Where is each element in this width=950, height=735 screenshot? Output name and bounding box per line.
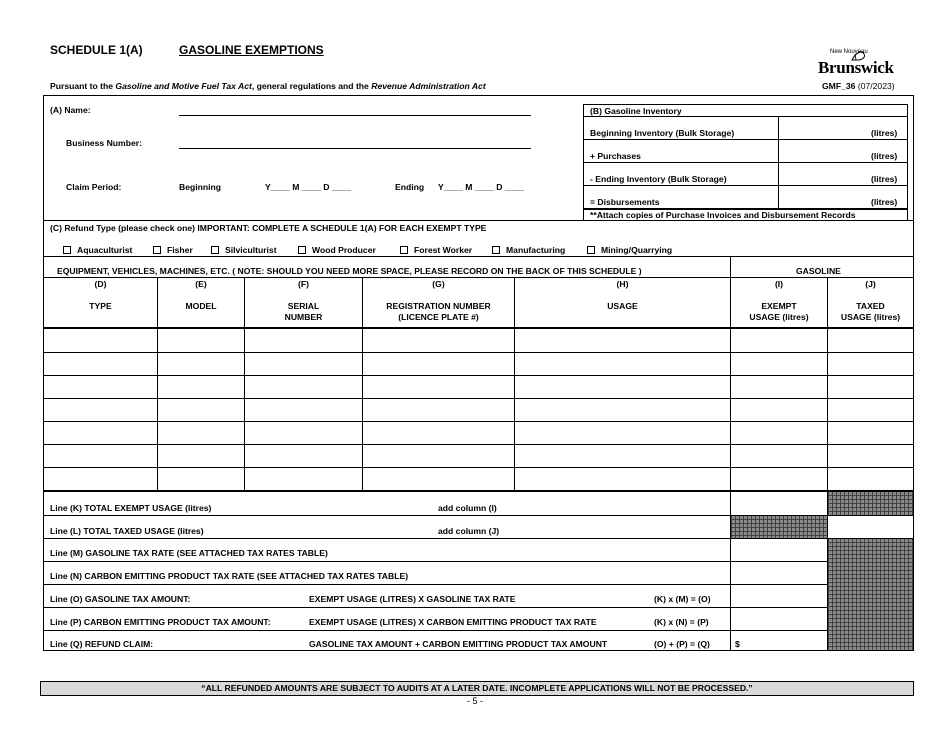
gasoline-label: GASOLINE — [796, 266, 841, 276]
table-row — [43, 421, 914, 422]
inventory-title: (B) Gasoline Inventory — [590, 106, 682, 116]
line-p-formula: (K) x (N) = (P) — [654, 617, 709, 627]
inventory-unit: (litres) — [871, 197, 898, 207]
col-header-serial: (F) SERIAL NUMBER — [284, 279, 323, 322]
col-header-model: (E) MODEL — [185, 279, 217, 311]
line-l-label: Line (L) TOTAL TAXED USAGE (litres) — [50, 526, 204, 536]
col-header-exempt: (I) EXEMPT USAGE (litres) — [749, 279, 809, 322]
line-q-currency: $ — [735, 639, 740, 649]
checkbox[interactable] — [400, 246, 408, 254]
checkbox[interactable] — [298, 246, 306, 254]
inventory-row-ending: - Ending Inventory (Bulk Storage) — [590, 174, 727, 184]
refund-option-mining-quarrying[interactable]: Mining/Quarrying — [587, 245, 672, 255]
line-q-formula: (O) + (P) = (Q) — [654, 639, 710, 649]
table-row — [43, 467, 914, 468]
ending-label: Ending — [395, 182, 425, 192]
inventory-row-disbursements: = Disbursements — [590, 197, 660, 207]
refund-type-title: (C) Refund Type (please check one) IMPORTANT: COMPLETE A SCHEDULE 1(A) FOR EACH EXEMPT TYPE — [50, 223, 487, 233]
table-row — [43, 444, 914, 445]
line-n-label: Line (N) CARBON EMITTING PRODUCT TAX RATE (SEE ATTACHED TAX RATES TABLE) — [50, 571, 409, 581]
business-number-label: Business Number: — [66, 138, 142, 148]
inventory-row-beginning: Beginning Inventory (Bulk Storage) — [590, 128, 735, 138]
line-o-formula: (K) x (M) = (O) — [654, 594, 711, 604]
col-header-type: (D) TYPE — [89, 279, 112, 311]
ending-date-field[interactable]: Y____ M ____ D ____ — [438, 182, 525, 192]
form-title: GASOLINE EXEMPTIONS — [179, 43, 324, 57]
refund-option-fisher[interactable]: Fisher — [153, 245, 193, 255]
line-o-desc: EXEMPT USAGE (LITRES) X GASOLINE TAX RATE — [309, 594, 516, 604]
line-p-desc: EXEMPT USAGE (LITRES) X CARBON EMITTING PRODUCT TAX RATE — [309, 617, 597, 627]
line-q-desc: GASOLINE TAX AMOUNT + CARBON EMITTING PRODUCT TAX AMOUNT — [309, 639, 608, 649]
form-code: GMF_36 (07/2023) — [822, 81, 895, 91]
table-row — [43, 375, 914, 376]
checkbox[interactable] — [211, 246, 219, 254]
col-header-registration: (G) REGISTRATION NUMBER (LICENCE PLATE #) — [386, 279, 491, 322]
checkbox[interactable] — [492, 246, 500, 254]
page-number: - 5 - — [466, 696, 483, 706]
inventory-row-purchases: + Purchases — [590, 151, 641, 161]
equipment-title: EQUIPMENT, VEHICLES, MACHINES, ETC. ( NOTE: SHOULD YOU NEED MORE SPACE, PLEASE RECORD ON THE BACK OF THIS SCHEDULE ) — [57, 266, 642, 276]
checkbox[interactable] — [153, 246, 161, 254]
name-label: (A) Name: — [50, 105, 91, 115]
audit-notice: “ALL REFUNDED AMOUNTS ARE SUBJECT TO AUDITS AT A LATER DATE. INCOMPLETE APPLICATIONS WILL NOT BE PROCESSED.” — [201, 683, 753, 693]
business-number-field[interactable] — [179, 148, 531, 149]
col-header-usage: (H) USAGE — [607, 279, 638, 311]
refund-option-forest-worker[interactable]: Forest Worker — [400, 245, 472, 255]
table-row — [43, 352, 914, 353]
shaded-cell — [828, 539, 913, 650]
pursuant-statement: Pursuant to the Gasoline and Motive Fuel Tax Act, general regulations and the Revenue Administration Act — [50, 81, 486, 91]
line-l-desc: add column (J) — [438, 526, 500, 536]
logo-small-text: New Nouveau — [830, 49, 868, 55]
line-o-label: Line (O) GASOLINE TAX AMOUNT: — [50, 594, 191, 604]
inventory-unit: (litres) — [871, 128, 898, 138]
refund-option-aquaculturist[interactable]: Aquaculturist — [63, 245, 132, 255]
line-k-desc: add column (I) — [438, 503, 497, 513]
line-k-label: Line (K) TOTAL EXEMPT USAGE (litres) — [50, 503, 212, 513]
line-m-label: Line (M) GASOLINE TAX RATE (SEE ATTACHED TAX RATES TABLE) — [50, 548, 328, 558]
inventory-note: **Attach copies of Purchase Invoices and Disbursement Records — [590, 210, 856, 220]
beginning-date-field[interactable]: Y____ M ____ D ____ — [265, 182, 352, 192]
logo-main-text: Brunswick — [818, 58, 894, 77]
col-header-taxed: (J) TAXED USAGE (litres) — [840, 279, 901, 322]
refund-option-wood-producer[interactable]: Wood Producer — [298, 245, 376, 255]
shaded-cell — [731, 516, 827, 538]
inventory-unit: (litres) — [871, 174, 898, 184]
table-row — [43, 398, 914, 399]
claim-period-label: Claim Period: — [66, 182, 122, 192]
line-q-label: Line (Q) REFUND CLAIM: — [50, 639, 154, 649]
line-p-label: Line (P) CARBON EMITTING PRODUCT TAX AMOUNT: — [50, 617, 271, 627]
inventory-unit: (litres) — [871, 151, 898, 161]
name-field[interactable] — [179, 115, 531, 116]
schedule-label: SCHEDULE 1(A) — [50, 43, 143, 57]
checkbox[interactable] — [587, 246, 595, 254]
checkbox[interactable] — [63, 246, 71, 254]
nb-logo — [818, 48, 908, 80]
refund-option-manufacturing[interactable]: Manufacturing — [492, 245, 565, 255]
refund-option-silviculturist[interactable]: Silviculturist — [211, 245, 277, 255]
beginning-label: Beginning — [179, 182, 222, 192]
shaded-cell — [828, 492, 913, 515]
